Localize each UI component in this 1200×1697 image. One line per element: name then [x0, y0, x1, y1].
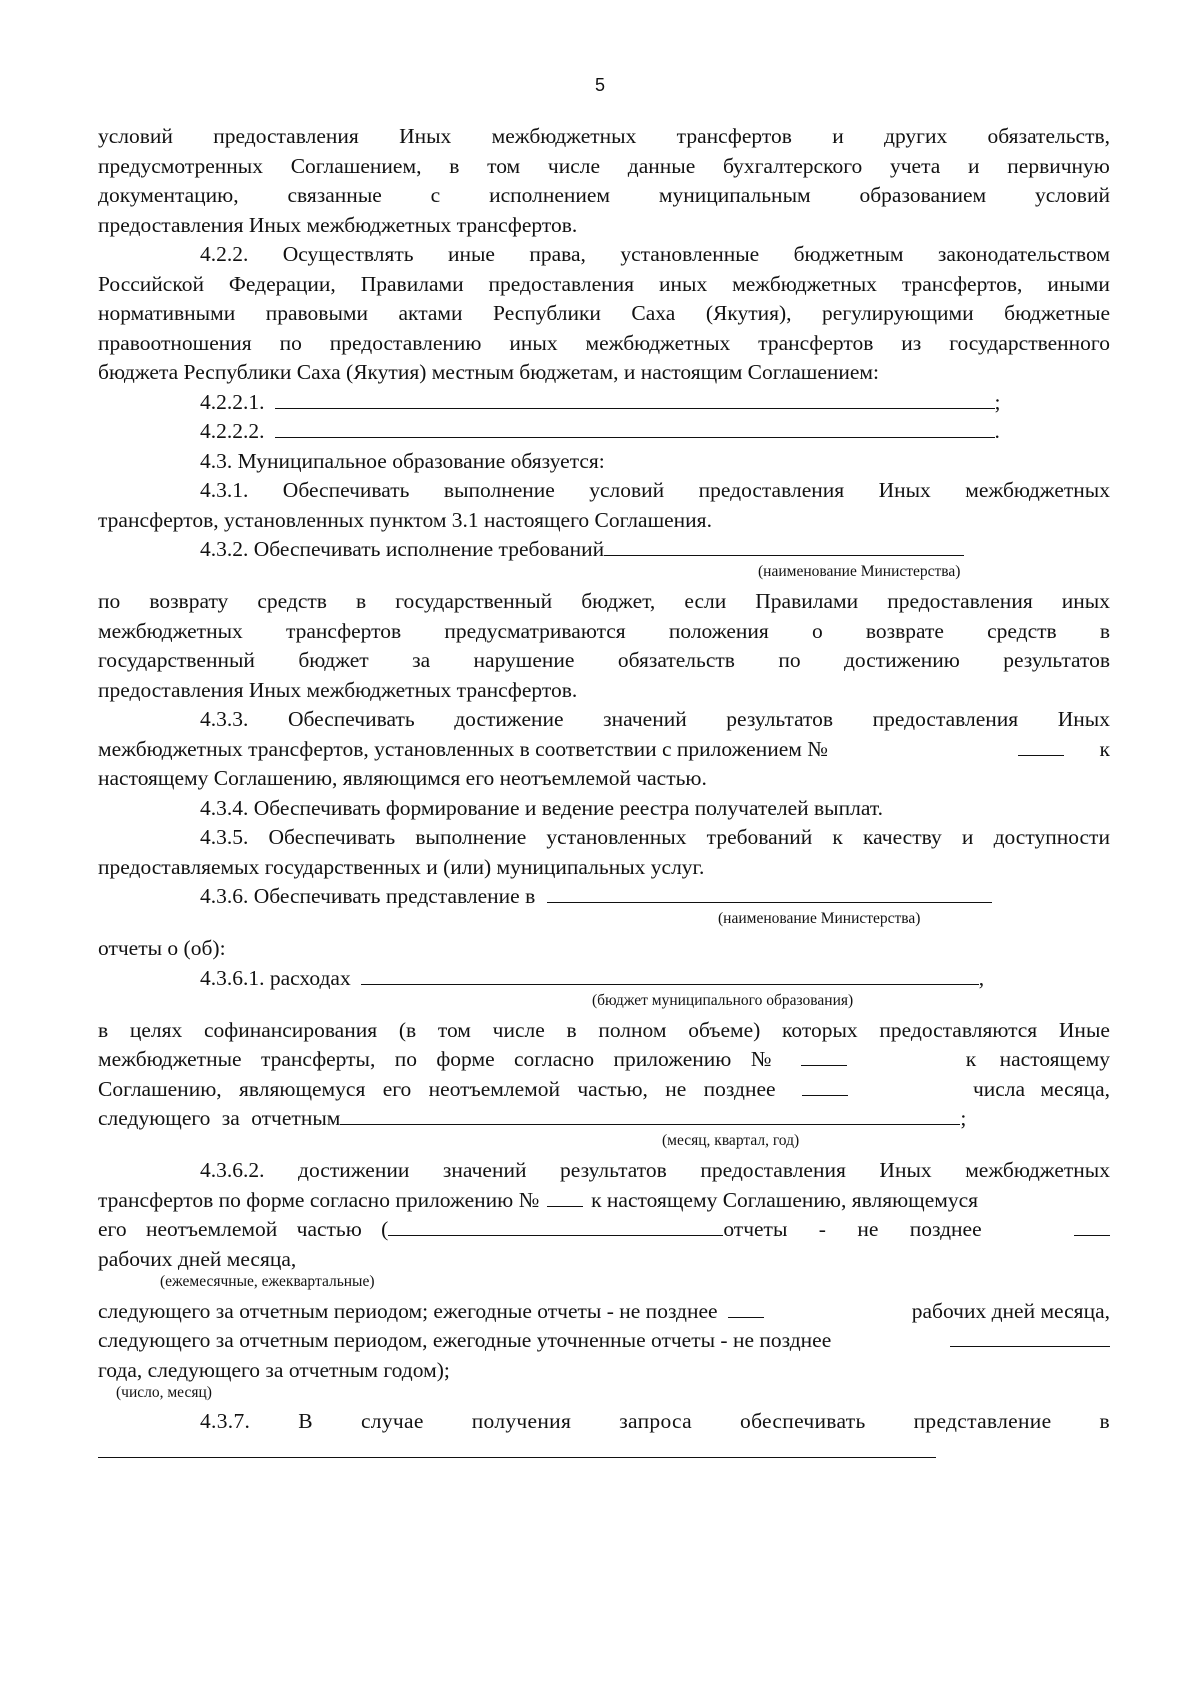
punctuation: ;	[994, 390, 1001, 414]
word: числе	[492, 1018, 545, 1042]
word: запроса	[619, 1409, 692, 1433]
word: других	[884, 124, 948, 148]
word: с	[430, 183, 441, 207]
word: государственный	[98, 648, 255, 672]
word: 4.3.5.	[200, 825, 249, 849]
fill-line	[200, 880, 1050, 912]
word: представление	[913, 1409, 1052, 1433]
word: иных	[1061, 589, 1110, 613]
fill-line	[98, 733, 1110, 765]
word: исполнением	[489, 183, 611, 207]
text-line	[200, 703, 1110, 735]
word: достижение	[454, 707, 564, 731]
word: государственного	[949, 331, 1110, 355]
field-caption: (наименование Министерства)	[718, 910, 921, 927]
blank-field[interactable]	[275, 386, 995, 409]
word: средств	[987, 619, 1057, 643]
text-line: предоставляемых государственных и (или) муниципальных услуг.	[98, 855, 705, 879]
word: за	[412, 648, 431, 672]
line-text: числа месяца,	[972, 1077, 1110, 1101]
line-text: 4.3.6.1. расходах	[200, 966, 351, 990]
word: доступности	[993, 825, 1110, 849]
word: Правилами	[360, 272, 464, 296]
word: объеме)	[688, 1018, 761, 1042]
text-line	[200, 1405, 1110, 1437]
word: предоставления	[488, 272, 635, 296]
word: нарушение	[473, 648, 575, 672]
page-number: 5	[594, 75, 605, 95]
word: правовыми	[265, 301, 369, 325]
line-text: рабочих дней месяца,	[911, 1299, 1110, 1323]
fill-line	[98, 1043, 1110, 1075]
word: и	[832, 124, 844, 148]
word: предоставления	[698, 478, 845, 502]
fill-line	[200, 962, 1020, 994]
word: результатов	[560, 1158, 667, 1182]
line-text: к настоящему Соглашению, являющемуся	[591, 1188, 979, 1212]
word: и	[968, 154, 980, 178]
word: случае	[360, 1409, 424, 1433]
fill-line	[98, 1213, 1110, 1245]
word: Республики	[493, 301, 601, 325]
fill-line	[98, 1073, 1110, 1105]
blank-field[interactable]	[1018, 733, 1064, 756]
fill-line	[200, 386, 1020, 418]
word: к	[832, 825, 843, 849]
blank-field[interactable]	[340, 1102, 960, 1125]
word: предоставлению	[329, 331, 482, 355]
fill-line	[98, 1435, 938, 1467]
word: Иных	[879, 1158, 932, 1182]
line-text: его неотъемлемой частью (	[98, 1217, 389, 1241]
word: первичную	[1007, 154, 1110, 178]
word: Обеспечивать	[287, 707, 415, 731]
word: и	[961, 825, 974, 849]
line-text: Соглашению, являющемуся его неотъемлемой частью, не позднее	[98, 1077, 776, 1101]
text-line: 4.3.4. Обеспечивать формирование и ведение реестра получателей выплат.	[200, 796, 884, 820]
text-line: рабочих дней месяца,	[98, 1247, 297, 1271]
word: бюджетные	[1004, 301, 1110, 325]
text-line	[200, 474, 1110, 506]
word: обязательств,	[987, 124, 1110, 148]
word: бюджет,	[581, 589, 656, 613]
word: в	[1099, 619, 1110, 643]
word: результатов	[726, 707, 834, 731]
text-line: бюджета Республики Саха (Якутия) местным бюджетам, и настоящим Соглашением:	[98, 360, 880, 384]
text-line	[98, 297, 1110, 329]
word: (в	[398, 1018, 417, 1042]
word: предоставления	[213, 124, 359, 148]
word: межбюджетных	[732, 272, 877, 296]
word: предоставления	[887, 589, 1033, 613]
word: выполнение	[415, 825, 527, 849]
line-text	[98, 733, 1004, 765]
word: положения	[668, 619, 769, 643]
blank-field[interactable]	[950, 1324, 1110, 1347]
word: предоставления	[872, 707, 1019, 731]
word: в	[98, 1018, 109, 1042]
fill-line	[98, 1184, 1110, 1216]
line-text: следующего за отчетным периодом, ежегодные уточненные отчеты - не позднее	[98, 1328, 832, 1352]
word: Саха	[631, 301, 676, 325]
field-caption: (бюджет муниципального образования)	[592, 992, 854, 1009]
word: в	[566, 1018, 577, 1042]
word: 4.3.6.2.	[200, 1158, 265, 1182]
word: регулирующими	[822, 301, 974, 325]
word: числе	[547, 154, 601, 178]
text-line: предоставления Иных межбюджетных трансфертов.	[98, 213, 578, 237]
word: актами	[398, 301, 463, 325]
word: из	[901, 331, 922, 355]
word: межбюджетных	[98, 619, 243, 643]
word: 4.3.1.	[200, 478, 249, 502]
word: (Якутия),	[705, 301, 792, 325]
word: В	[298, 1409, 313, 1433]
word: если	[684, 589, 727, 613]
field-caption: (месяц, квартал, год)	[662, 1132, 800, 1149]
punctuation: .	[994, 419, 1000, 443]
fill-line	[200, 415, 1020, 447]
word: значений	[442, 1158, 527, 1182]
word: трансфертов	[285, 619, 402, 643]
word: учета	[889, 154, 941, 178]
text-line: отчеты о (об):	[98, 936, 226, 960]
word: качеству	[862, 825, 942, 849]
field-caption: (ежемесячные, ежеквартальные)	[160, 1273, 375, 1290]
word: по	[98, 589, 121, 613]
blank-field[interactable]	[547, 880, 992, 903]
word: обеспечивать	[740, 1409, 866, 1433]
text-line	[98, 268, 1110, 300]
word: возврате	[865, 619, 944, 643]
fill-line	[98, 1324, 1110, 1356]
text-line	[98, 1014, 1110, 1046]
word: межбюджетных	[965, 1158, 1110, 1182]
word: связанные	[287, 183, 382, 207]
word: предоставляются	[879, 1018, 1038, 1042]
word: средств	[257, 589, 327, 613]
word: возврату	[149, 589, 229, 613]
field-caption: (число, месяц)	[116, 1384, 212, 1401]
word: достижении	[298, 1158, 410, 1182]
word: обязательств	[617, 648, 735, 672]
blank-field[interactable]	[801, 1043, 847, 1066]
line-text: к настоящему	[965, 1047, 1110, 1071]
word: том	[487, 154, 521, 178]
word: межбюджетных	[585, 331, 731, 355]
line-text: 4.3.6. Обеспечивать представление в	[200, 884, 536, 908]
text-line	[200, 821, 1110, 853]
line-text: 4.3.2. Обеспечивать исполнение требований	[200, 537, 605, 561]
clause-number: 4.2.2.1.	[200, 390, 265, 414]
word: Федерации,	[228, 272, 336, 296]
word: значений	[603, 707, 687, 731]
word: предоставления	[700, 1158, 846, 1182]
blank-field[interactable]	[275, 415, 995, 438]
word: иными	[1047, 272, 1110, 296]
section-heading: 4.3. Муниципальное образование обязуется:	[200, 449, 605, 473]
word: Обеспечивать	[268, 825, 396, 849]
line-text: трансфертов по форме согласно приложению №	[98, 1188, 540, 1212]
word: которых	[782, 1018, 858, 1042]
text-line	[98, 327, 1110, 359]
word: условий	[589, 478, 665, 502]
field-caption: (наименование Министерства)	[758, 563, 961, 580]
word: Осуществлять	[282, 242, 414, 266]
word: предусматриваются	[444, 619, 626, 643]
text-line	[200, 238, 1110, 270]
word: муниципальным	[658, 183, 811, 207]
word: требований	[706, 825, 813, 849]
text-line: предоставления Иных межбюджетных трансфертов.	[98, 678, 578, 702]
word: 4.3.3.	[200, 707, 249, 731]
word: Иных	[1057, 707, 1110, 731]
blank-field[interactable]	[361, 962, 979, 985]
word: законодательством	[937, 242, 1110, 266]
word: трансфертов	[758, 331, 874, 355]
word: по	[778, 648, 801, 672]
text-line	[98, 585, 1110, 617]
line-text: отчеты - не позднее	[723, 1217, 982, 1241]
word: Обеспечивать	[282, 478, 410, 502]
word: трансфертов	[676, 124, 792, 148]
text-line	[200, 1154, 1110, 1186]
word: в	[449, 154, 460, 178]
word: условий	[98, 124, 173, 148]
word: результатов	[1003, 648, 1110, 672]
line-text: следующего за отчетным периодом; ежегодные отчеты - не позднее	[98, 1299, 718, 1323]
word: о	[811, 619, 823, 643]
word: образованием	[859, 183, 987, 207]
word: целях	[129, 1018, 183, 1042]
word: получения	[471, 1409, 572, 1433]
word: нормативными	[98, 301, 236, 325]
word: Российской	[98, 272, 204, 296]
text-line: года, следующего за отчетным годом);	[98, 1358, 450, 1382]
punctuation: ;	[960, 1106, 967, 1130]
line-text: межбюджетные трансферты, по форме согласно приложению №	[98, 1047, 772, 1071]
word: документацию,	[98, 183, 239, 207]
word: том	[437, 1018, 471, 1042]
blank-field[interactable]	[98, 1435, 936, 1458]
line-text: следующего за отчетным	[98, 1106, 341, 1130]
word: трансфертов,	[901, 272, 1023, 296]
text-line: настоящему Соглашению, являющимся его неотъемлемой частью.	[98, 766, 707, 790]
blank-field[interactable]	[388, 1213, 723, 1236]
text-line	[98, 615, 1110, 647]
fill-line	[98, 1295, 1110, 1327]
word: иных	[658, 272, 708, 296]
word: бюджетным	[793, 242, 904, 266]
blank-field[interactable]	[1074, 1213, 1110, 1236]
blank-field[interactable]	[802, 1073, 848, 1096]
word: достижению	[843, 648, 960, 672]
word: полном	[598, 1018, 667, 1042]
word: Иных	[878, 478, 931, 502]
text-line	[98, 179, 1110, 211]
word: иные	[447, 242, 495, 266]
text-line: трансфертов, установленных пунктом 3.1 настоящего Соглашения.	[98, 508, 712, 532]
word: в	[356, 589, 367, 613]
word: установленных	[546, 825, 687, 849]
blank-field[interactable]	[604, 533, 964, 556]
line-text: к	[1099, 737, 1110, 761]
word: условий	[1035, 183, 1110, 207]
word: в	[1099, 1409, 1110, 1433]
word: бюджет	[298, 648, 369, 672]
clause-number: 4.2.2.2.	[200, 419, 265, 443]
word: Правилами	[755, 589, 859, 613]
word: данные	[627, 154, 696, 178]
word: Иные	[1058, 1018, 1110, 1042]
word: права,	[529, 242, 586, 266]
word: бухгалтерского	[722, 154, 863, 178]
word: по	[279, 331, 302, 355]
word: софинансирования	[203, 1018, 378, 1042]
word: выполнение	[443, 478, 555, 502]
word: межбюджетных	[965, 478, 1110, 502]
punctuation: ,	[978, 966, 985, 990]
fill-line	[200, 533, 1020, 565]
fill-line	[98, 1102, 1038, 1134]
word: предусмотренных	[98, 154, 263, 178]
text-line	[98, 120, 1110, 152]
blank-field[interactable]	[547, 1184, 583, 1207]
word: 4.2.2.	[200, 242, 249, 266]
line-text-part: межбюджетных трансфертов, установленных в соответствии с приложением №	[98, 737, 828, 761]
text-line	[98, 150, 1110, 182]
text-line	[98, 644, 1110, 676]
word: иных	[509, 331, 558, 355]
word: межбюджетных	[491, 124, 637, 148]
word: государственный	[395, 589, 553, 613]
word: Иных	[399, 124, 452, 148]
word: Соглашением,	[290, 154, 422, 178]
word: 4.3.7.	[200, 1409, 251, 1433]
word: установленные	[620, 242, 760, 266]
word: правоотношения	[98, 331, 252, 355]
blank-field[interactable]	[728, 1295, 764, 1318]
